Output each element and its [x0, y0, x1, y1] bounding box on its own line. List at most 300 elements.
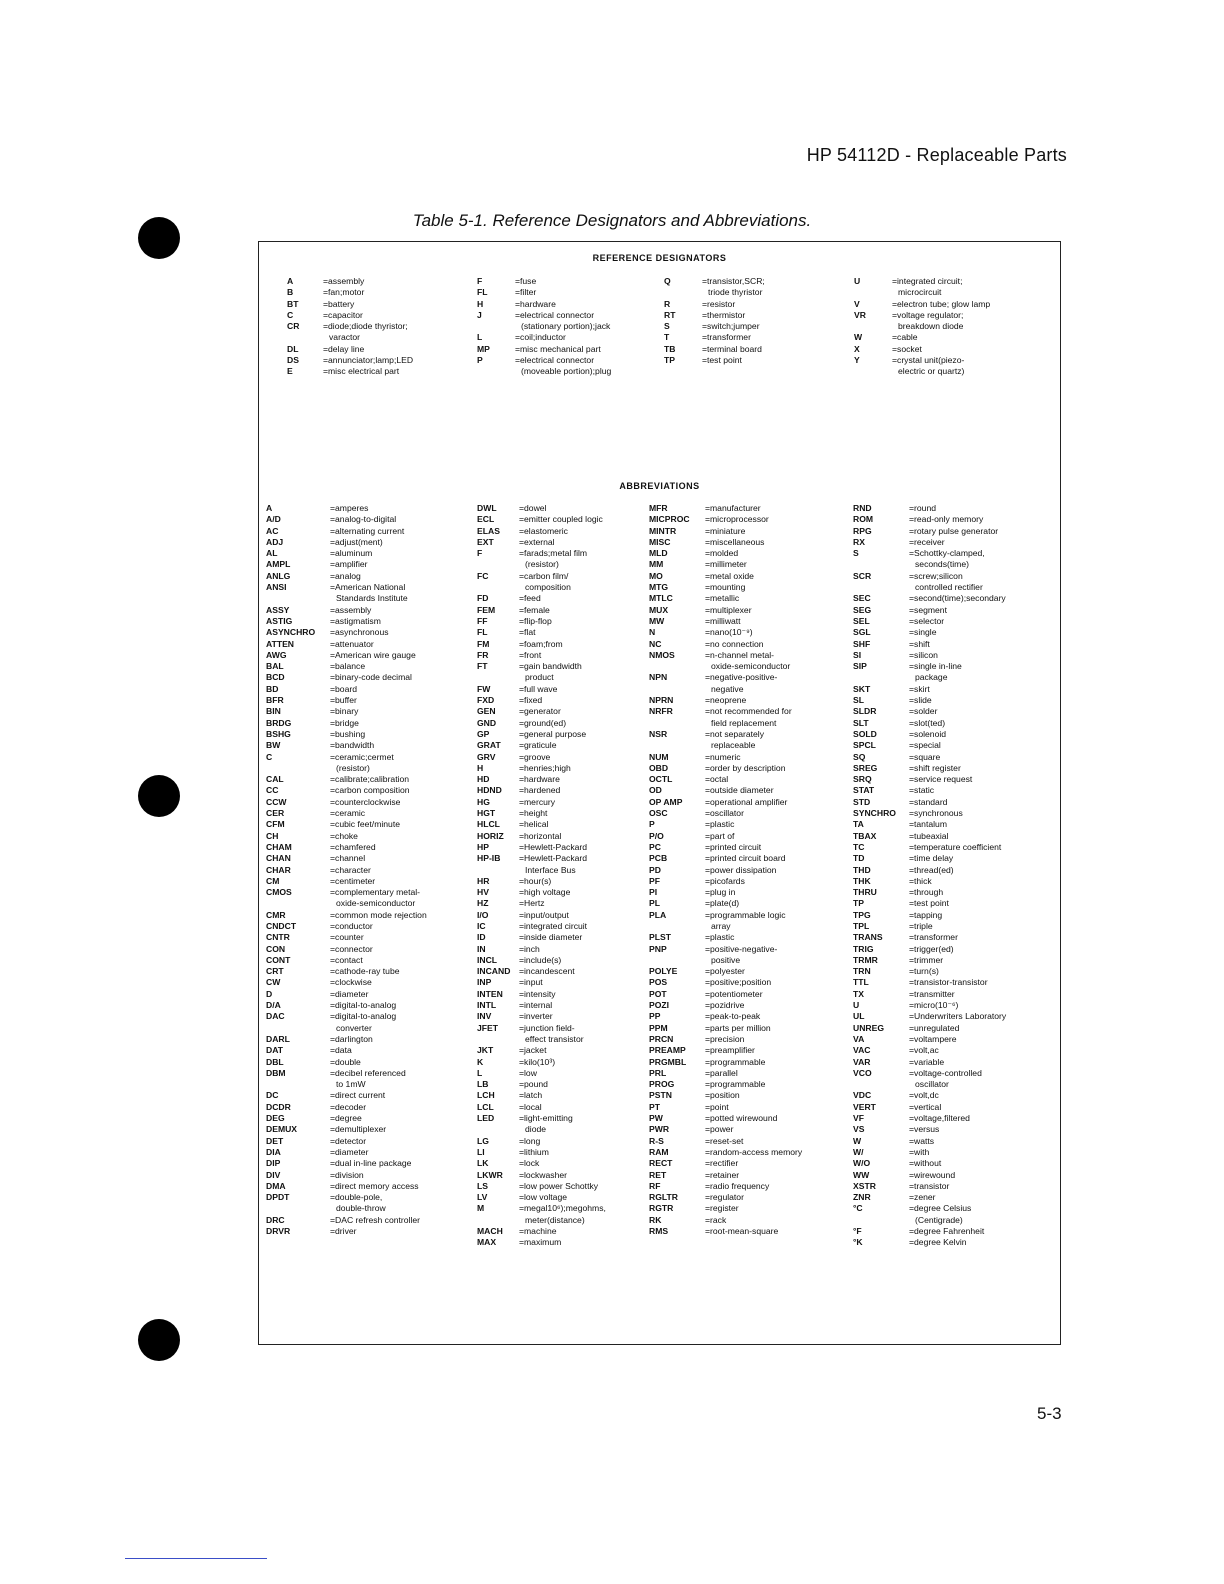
glossary-entry — [477, 571, 606, 582]
entry-description: =misc mechanical part — [515, 343, 601, 354]
glossary-entry — [477, 1023, 606, 1034]
entry-description: =calibrate;calibration — [330, 774, 410, 785]
entry-description: =degree — [330, 1113, 362, 1124]
glossary-entry-continuation — [853, 582, 1006, 593]
glossary-entry — [266, 1170, 427, 1181]
entry-code: RGLTR — [649, 1192, 678, 1203]
glossary-entry — [649, 1215, 802, 1226]
glossary-entry — [266, 661, 427, 672]
glossary-entry — [477, 332, 611, 343]
entry-description: =gain bandwidth — [519, 661, 582, 672]
glossary-entry — [854, 310, 990, 321]
entry-description: =tantalum — [909, 819, 947, 830]
entry-description: =through — [909, 887, 944, 898]
entry-code — [477, 1215, 519, 1226]
entry-description: =annunciator;lamp;LED — [323, 355, 414, 366]
entry-description: =temperature coefficient — [909, 841, 1002, 852]
entry-description: =voltage-controlled — [909, 1067, 982, 1078]
entry-code: ZNR — [853, 1192, 871, 1203]
entry-description: =counterclockwise — [330, 796, 401, 807]
glossary-entry-continuation — [853, 1215, 1006, 1226]
glossary-entry — [649, 1011, 802, 1022]
entry-code: TPG — [853, 909, 871, 920]
entry-code: C — [266, 751, 273, 762]
entry-code: X — [854, 343, 860, 354]
glossary-entry — [266, 526, 427, 537]
entry-code: VCO — [853, 1067, 872, 1078]
glossary-entry — [649, 1203, 802, 1214]
entry-code: AC — [266, 525, 279, 536]
entry-code: VAC — [853, 1045, 871, 1056]
entry-code: BT — [287, 298, 299, 309]
entry-code: FM — [477, 638, 490, 649]
entry-description: =order by description — [705, 762, 786, 773]
glossary-entry — [853, 684, 1006, 695]
entry-code — [266, 898, 330, 909]
entry-code — [649, 740, 705, 751]
glossary-entry — [477, 797, 606, 808]
glossary-entry — [477, 537, 606, 548]
entry-code: BRDG — [266, 717, 292, 728]
entry-code: DIA — [266, 1146, 281, 1157]
entry-code: FC — [477, 570, 489, 581]
glossary-entry-continuation — [853, 672, 1006, 683]
entry-description: =channel — [330, 853, 366, 864]
entry-code — [266, 763, 330, 774]
entry-code: U — [854, 276, 861, 286]
entry-description: =miniature — [705, 525, 746, 536]
entry-code: PCB — [649, 853, 668, 864]
entry-description: =metallic — [705, 593, 740, 604]
glossary-entry — [477, 1158, 606, 1169]
entry-description: =numeric — [705, 751, 741, 762]
entry-description: =machine — [519, 1226, 557, 1236]
glossary-entry — [854, 276, 990, 287]
entry-code: POT — [649, 988, 667, 999]
entry-description: =lithium — [519, 1146, 549, 1157]
glossary-entry — [477, 1136, 606, 1147]
glossary-entry — [477, 548, 606, 559]
entry-code: BIN — [266, 706, 281, 717]
entry-code: DL — [287, 343, 299, 354]
entry-description: diode — [525, 1124, 547, 1135]
glossary-entry-continuation — [649, 921, 802, 932]
entry-description: composition — [525, 582, 571, 593]
entry-description: =nano(10⁻⁹) — [705, 627, 753, 638]
glossary-entry — [853, 1113, 1006, 1124]
entry-code: H — [477, 298, 484, 309]
entry-description: =read-only memory — [909, 514, 984, 525]
glossary-entry — [266, 1124, 427, 1135]
entry-description: =printed circuit board — [705, 853, 786, 864]
entry-code: PRGMBL — [649, 1056, 687, 1067]
entry-code — [477, 672, 519, 683]
entry-code: OP AMP — [649, 796, 683, 807]
entry-description: =programmable — [705, 1079, 766, 1090]
entry-description: negative — [711, 683, 744, 694]
glossary-entry — [266, 876, 427, 887]
glossary-entry — [664, 332, 765, 343]
entry-description: =foam;from — [519, 638, 563, 649]
entry-code — [266, 593, 330, 604]
entry-description: =thread(ed) — [909, 864, 954, 875]
entry-code: LG — [477, 1135, 489, 1146]
entry-code: GRV — [477, 751, 496, 762]
glossary-entry-continuation — [266, 593, 427, 604]
glossary-entry — [649, 876, 802, 887]
glossary-entry-continuation — [854, 321, 990, 332]
glossary-entry — [649, 763, 802, 774]
entry-code: CAL — [266, 774, 284, 785]
entry-code: J — [477, 309, 482, 320]
entry-code — [266, 1203, 330, 1214]
entry-code: MINTR — [649, 525, 677, 536]
entry-description: =volt,dc — [909, 1090, 939, 1101]
glossary-entry — [649, 1170, 802, 1181]
glossary-entry — [853, 661, 1006, 672]
entry-code: OBD — [649, 762, 669, 773]
entry-description: =turn(s) — [909, 966, 939, 977]
entry-description: replaceable — [711, 740, 756, 751]
entry-code: MTLC — [649, 593, 673, 604]
glossary-entry — [649, 1113, 802, 1124]
entry-code: PD — [649, 864, 661, 875]
entry-code: PNP — [649, 943, 667, 954]
glossary-entry — [649, 1136, 802, 1147]
entry-description: =kilo(10³) — [519, 1056, 556, 1067]
entry-code: MACH — [477, 1226, 503, 1236]
entry-description: =low voltage — [519, 1192, 568, 1203]
ref-column-3 — [664, 276, 765, 366]
entry-code: TRN — [853, 966, 871, 977]
entry-code: CMR — [266, 909, 286, 920]
entry-code: CER — [266, 808, 285, 819]
entry-description: =asynchronous — [330, 627, 389, 638]
glossary-entry — [287, 287, 413, 298]
table-frame — [258, 241, 1061, 1345]
entry-description: oxide-semiconductor — [711, 661, 791, 672]
entry-description: =milliwatt — [705, 615, 741, 626]
entry-description: =megal10⁶);megohms, — [519, 1203, 606, 1214]
entry-description: =generator — [519, 706, 561, 717]
entry-code: LV — [477, 1192, 488, 1203]
glossary-entry — [853, 514, 1006, 525]
entry-description: =receiver — [909, 536, 945, 547]
table-title: Table 5-1. Reference Designators and Abbreviations. — [412, 211, 812, 230]
entry-code: IC — [477, 920, 486, 931]
entry-code: W — [854, 332, 863, 343]
entry-code: W/ — [853, 1146, 864, 1157]
entry-description: =integrated circuit — [519, 920, 588, 931]
entry-description: =operational amplifier — [705, 796, 788, 807]
glossary-entry — [477, 526, 606, 537]
glossary-entry — [853, 627, 1006, 638]
glossary-entry — [649, 593, 802, 604]
glossary-entry — [853, 774, 1006, 785]
entry-code: XSTR — [853, 1180, 876, 1191]
entry-description: =trigger(ed) — [909, 943, 954, 954]
entry-code: DBM — [266, 1067, 286, 1078]
entry-code: PT — [649, 1101, 660, 1112]
entry-description: =multiplexer — [705, 604, 752, 615]
entry-code — [853, 559, 909, 570]
entry-code: CHAN — [266, 853, 291, 864]
entry-code: OCTL — [649, 774, 673, 785]
glossary-entry — [664, 310, 765, 321]
entry-description: =single in-line — [909, 661, 962, 672]
entry-description: =reset-set — [705, 1135, 744, 1146]
glossary-entry — [649, 559, 802, 570]
entry-code: INCL — [477, 954, 498, 965]
glossary-entry — [853, 1000, 1006, 1011]
glossary-entry — [477, 706, 606, 717]
entry-code — [477, 321, 515, 332]
entry-description: =decibel referenced — [330, 1067, 406, 1078]
glossary-entry — [266, 944, 427, 955]
glossary-entry — [477, 1057, 606, 1068]
glossary-entry — [853, 1158, 1006, 1169]
entry-description: =elastomeric — [519, 525, 568, 536]
glossary-entry — [477, 774, 606, 785]
entry-description: =double — [330, 1056, 361, 1067]
glossary-entry — [649, 785, 802, 796]
entry-description: =female — [519, 604, 550, 615]
glossary-entry — [266, 989, 427, 1000]
entry-description: =lock — [519, 1158, 540, 1169]
entry-code: AWG — [266, 649, 287, 660]
entry-code: °K — [853, 1237, 863, 1248]
entry-code: CM — [266, 875, 280, 886]
entry-code: DRC — [266, 1214, 285, 1225]
entry-code: PLA — [649, 909, 667, 920]
entry-code: TD — [853, 853, 865, 864]
entry-description: =metal oxide — [705, 570, 754, 581]
entry-description: =parallel — [705, 1067, 738, 1078]
glossary-entry — [853, 503, 1006, 514]
glossary-entry — [649, 503, 802, 514]
entry-description: =data — [330, 1045, 352, 1056]
entry-description: =dowel — [519, 503, 547, 513]
entry-code: PSTN — [649, 1090, 672, 1101]
entry-code: PP — [649, 1011, 661, 1022]
entry-description: =hardware — [519, 774, 560, 785]
entry-code: CHAR — [266, 864, 291, 875]
abbr-column-2 — [477, 503, 606, 1249]
glossary-entry — [853, 966, 1006, 977]
glossary-entry — [477, 1011, 606, 1022]
glossary-entry-continuation — [266, 763, 427, 774]
entry-description: =terminal board — [702, 343, 762, 354]
entry-code: SQ — [853, 751, 866, 762]
entry-code: AMPL — [266, 559, 291, 570]
entry-description: =height — [519, 808, 548, 819]
glossary-entry-continuation — [477, 672, 606, 683]
entry-code: GEN — [477, 706, 496, 717]
entry-description: =power — [705, 1124, 734, 1135]
entry-code: C — [287, 309, 294, 320]
entry-code: ASSY — [266, 604, 290, 615]
entry-description: =plastic — [705, 932, 735, 943]
entry-description: =zener — [909, 1192, 936, 1203]
glossary-entry — [266, 831, 427, 842]
glossary-entry — [266, 1181, 427, 1192]
glossary-entry — [266, 1045, 427, 1056]
entry-code: BFR — [266, 695, 284, 706]
glossary-entry — [477, 763, 606, 774]
glossary-entry-continuation — [266, 898, 427, 909]
entry-description: =hour(s) — [519, 875, 552, 886]
entry-code: LS — [477, 1180, 488, 1191]
glossary-entry — [853, 977, 1006, 988]
entry-description: =demultiplexer — [330, 1124, 387, 1135]
ref-column-1 — [287, 276, 413, 378]
entry-code: BD — [266, 683, 279, 694]
glossary-entry-continuation — [477, 559, 606, 570]
entry-code: DEG — [266, 1113, 285, 1124]
glossary-entry — [477, 977, 606, 988]
entry-code: SRQ — [853, 774, 872, 785]
entry-code: L — [477, 1067, 483, 1078]
entry-code: RF — [649, 1180, 661, 1191]
glossary-entry — [649, 1079, 802, 1090]
glossary-entry — [649, 887, 802, 898]
entry-description: =transmitter — [909, 988, 955, 999]
entry-code: SREG — [853, 762, 878, 773]
entry-code — [649, 661, 705, 672]
glossary-entry — [266, 684, 427, 695]
glossary-entry — [853, 989, 1006, 1000]
glossary-entry — [477, 932, 606, 943]
entry-description: =solder — [909, 706, 938, 717]
entry-code — [477, 559, 519, 570]
glossary-entry — [477, 1045, 606, 1056]
glossary-entry-continuation — [649, 740, 802, 751]
entry-description: product — [525, 672, 554, 683]
entry-description: =retainer — [705, 1169, 740, 1180]
glossary-entry — [853, 944, 1006, 955]
glossary-entry — [649, 774, 802, 785]
glossary-entry — [477, 1226, 606, 1237]
glossary-entry — [266, 932, 427, 943]
entry-code: SEC — [853, 593, 871, 604]
entry-code: MLD — [649, 548, 668, 559]
entry-description: =direct memory access — [330, 1180, 419, 1191]
entry-code: PREAMP — [649, 1045, 686, 1056]
entry-code — [854, 321, 892, 332]
entry-code — [649, 921, 705, 932]
entry-description: =latch — [519, 1090, 543, 1101]
entry-code: ANSI — [266, 582, 287, 593]
glossary-entry — [649, 582, 802, 593]
glossary-entry — [477, 684, 606, 695]
glossary-entry — [853, 639, 1006, 650]
entry-description: =point — [705, 1101, 729, 1112]
glossary-entry — [853, 1045, 1006, 1056]
glossary-entry — [649, 797, 802, 808]
entry-description: =binary — [330, 706, 359, 717]
glossary-entry — [853, 1226, 1006, 1237]
entry-description: =unregulated — [909, 1022, 960, 1033]
entry-code: FR — [477, 649, 489, 660]
glossary-entry — [649, 1000, 802, 1011]
entry-description: triode thyristor — [708, 287, 763, 298]
entry-description: =digital-to-analog — [330, 1011, 397, 1022]
entry-code: Q — [664, 276, 671, 286]
entry-description: =watts — [909, 1135, 935, 1146]
entry-code: FW — [477, 683, 491, 694]
entry-code: EXT — [477, 536, 494, 547]
entry-description: =Hewlett-Packard — [519, 853, 588, 864]
entry-description: =junction field- — [519, 1022, 575, 1033]
glossary-entry — [266, 718, 427, 729]
glossary-entry — [854, 344, 990, 355]
glossary-entry — [477, 503, 606, 514]
entry-description: =electrical connector — [515, 355, 595, 366]
entry-description: =wirewound — [909, 1169, 956, 1180]
entry-description: =solenoid — [909, 728, 947, 739]
entry-code: TRIG — [853, 943, 874, 954]
entry-code: PLST — [649, 932, 671, 943]
entry-description: =preamplifier — [705, 1045, 755, 1056]
entry-description: =buffer — [330, 695, 357, 706]
entry-description: =cubic feet/minute — [330, 819, 400, 830]
entry-description: =battery — [323, 298, 355, 309]
glossary-entry — [649, 571, 802, 582]
entry-code: CCW — [266, 796, 287, 807]
entry-code: HR — [477, 875, 490, 886]
glossary-entry — [477, 695, 606, 706]
entry-description: =decoder — [330, 1101, 367, 1112]
entry-description: =power dissipation — [705, 864, 777, 875]
entry-code: VA — [853, 1033, 865, 1044]
entry-description: field replacement — [711, 717, 777, 728]
entry-description: =contact — [330, 954, 363, 965]
glossary-entry — [266, 1215, 427, 1226]
glossary-entry — [477, 785, 606, 796]
entry-code: PF — [649, 875, 660, 886]
entry-description: =screw;silicon — [909, 570, 963, 581]
entry-code: HZ — [477, 898, 489, 909]
entry-code: CONT — [266, 954, 291, 965]
glossary-entry — [477, 842, 606, 853]
glossary-entry-continuation — [477, 1034, 606, 1045]
glossary-entry — [649, 808, 802, 819]
entry-description: =darlington — [330, 1033, 373, 1044]
glossary-entry — [853, 718, 1006, 729]
entry-code: RMS — [649, 1226, 669, 1236]
entry-description: =electron tube; glow lamp — [892, 298, 991, 309]
entry-code: DCDR — [266, 1101, 291, 1112]
glossary-entry — [477, 910, 606, 921]
entry-description: =centimeter — [330, 875, 376, 886]
glossary-entry — [649, 1124, 802, 1135]
entry-code: RND — [853, 503, 872, 513]
glossary-entry — [649, 695, 802, 706]
entry-description: =analog — [330, 570, 361, 581]
entry-code: STD — [853, 796, 871, 807]
entry-description: =assembly — [323, 276, 365, 286]
entry-code: INTL — [477, 1000, 497, 1011]
glossary-entry — [649, 752, 802, 763]
glossary-entry — [649, 898, 802, 909]
glossary-entry — [853, 1034, 1006, 1045]
glossary-entry — [287, 321, 413, 332]
glossary-entry — [853, 887, 1006, 898]
entry-description: =tubeaxial — [909, 830, 949, 841]
glossary-entry — [649, 706, 802, 717]
entry-description: =volt,ac — [909, 1045, 939, 1056]
glossary-entry — [477, 1192, 606, 1203]
